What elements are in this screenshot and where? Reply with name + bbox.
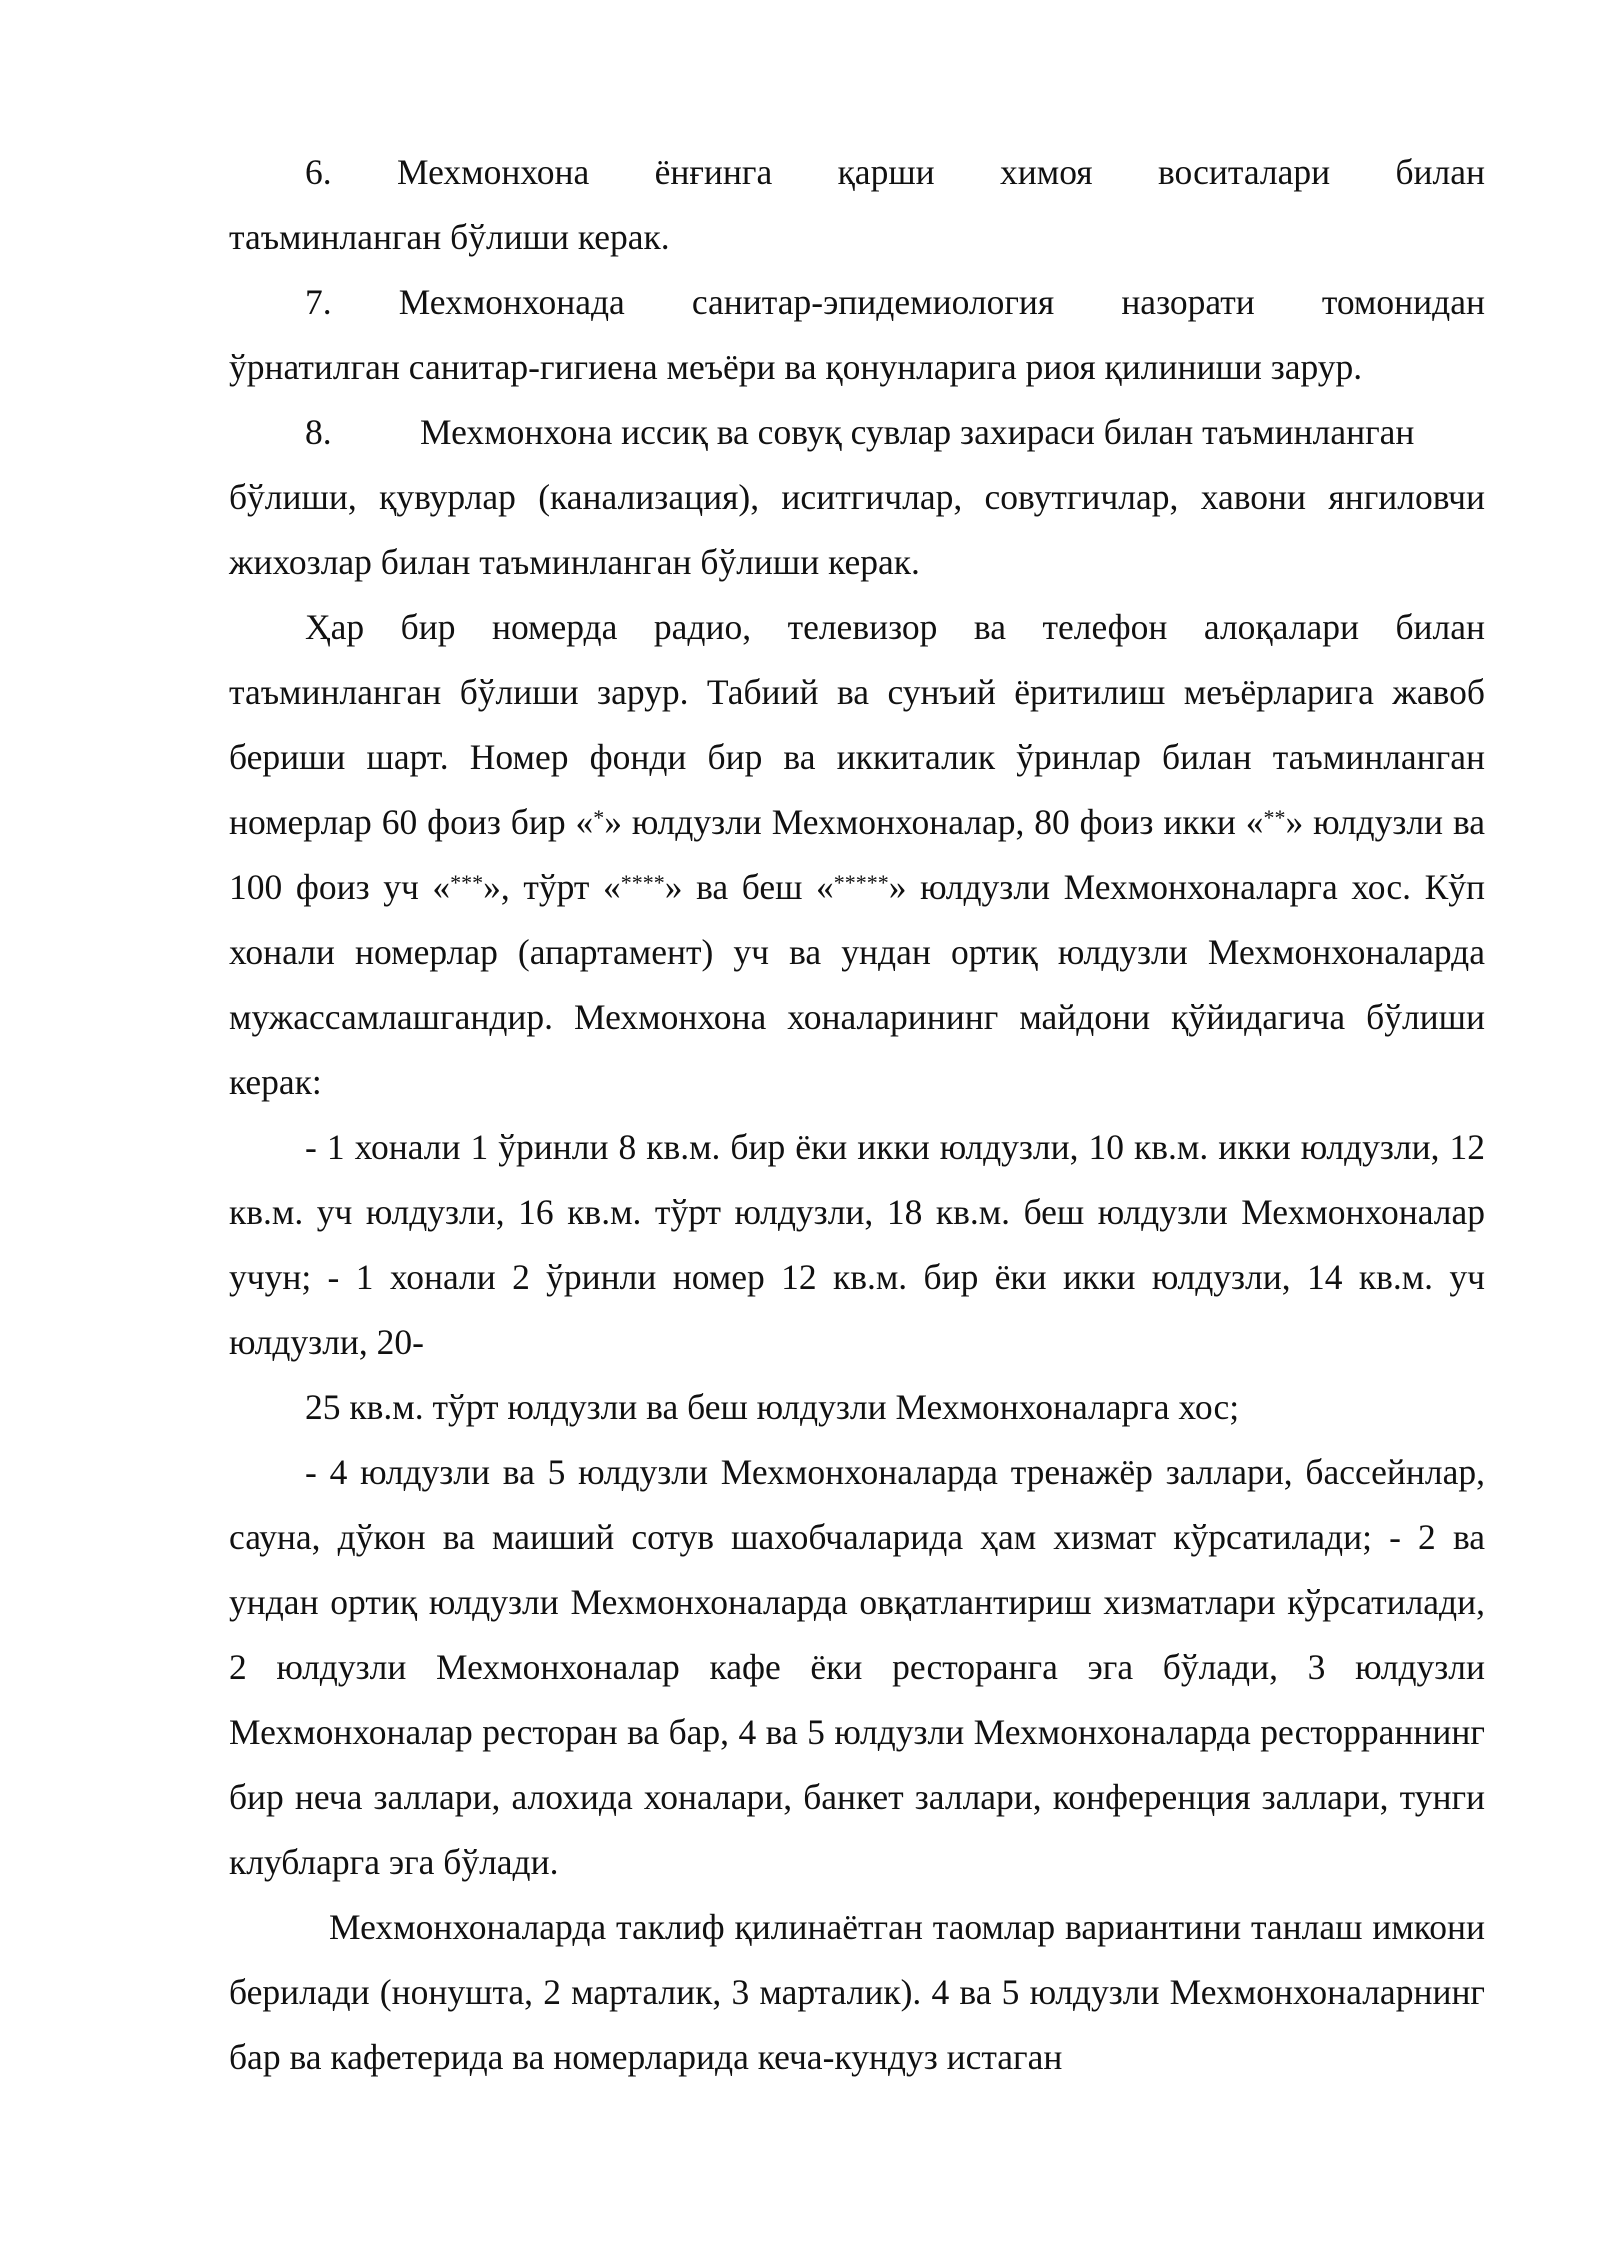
- paragraph-room-area: - 1 хонали 1 ўринли 8 кв.м. бир ёки икки юлдузли, 10 кв.м. икки юлдузли, 12 кв.м. уч юлдузли, 16 кв.м. тўрт юлдузли, 18 кв.м. беш юлдузли Мехмонхоналар учун; - 1 хонали 2 ўринли номер 12 кв.м. бир ёки икки юлдузли, 14 кв.м. уч юлдузли, 20-: [229, 1127, 1485, 1362]
- item-6-continuation: таъминланган бўлиши керак.: [229, 217, 670, 257]
- item-6-word: химоя: [1000, 152, 1093, 192]
- item-8-continuation: бўлиши, қувурлар (канализация), иситгичлар, совутгичлар, хавони янгиловчи жихозлар билан таъминланган бўлиши керак.: [229, 477, 1485, 582]
- item-8-first-text: Мехмонхона иссиқ ва совуқ сувлар захираси билан таъминланган: [420, 412, 1415, 452]
- item-7-first-line: [305, 270, 1485, 335]
- paragraph-room-area-cont: 25 кв.м. тўрт юлдузли ва беш юлдузли Мехмонхоналарга хос;: [305, 1387, 1240, 1427]
- paragraph-room-equipment: Ҳар бир номерда радио, телевизор ва телефон алоқалари билан таъминланган бўлиши зарур. Табиий ва сунъий ёритилиш меъёрларига жавоб бериши шарт. Номер фонди бир ва иккиталик ўринлар билан таъминланган номерлар 60 фоиз бир «*» юлдузли Мехмонхоналар, 80 фоиз икки «**» юлдузли ва 100 фоиз уч «***», тўрт «****» ва беш «*****» юлдузли Мехмонхоналарга хос. Кўп хонали номерлар (апартамент) уч ва ундан ортиқ юлдузли Мехмонхоналарда мужассамлашгандир. Мехмонхона хоналарининг майдони қўйидагича бўлиши керак:: [229, 607, 1486, 1102]
- paragraph-meals: Мехмонхоналарда таклиф қилинаётган таомлар вариантини танлаш имкони берилади (нонушта, 2 марталик, 3 марталик). 4 ва 5 юлдузли Мехмонхоналарнинг бар ва кафетерида ва номерларида кеча-кундуз истаган: [229, 1907, 1485, 2077]
- item-6-number: 6.: [305, 152, 332, 192]
- item-6-word: Мехмонхона: [396, 152, 590, 192]
- item-7-continuation: ўрнатилган санитар-гигиена меъёри ва қонунларига риоя қилиниши зарур.: [229, 347, 1363, 387]
- item-7-number: 7.: [305, 282, 332, 322]
- item-8-number: 8.: [305, 412, 332, 452]
- item-7-word: назорати: [1121, 282, 1255, 322]
- item-6-word: қарши: [837, 152, 935, 192]
- paragraph-services: - 4 юлдузли ва 5 юлдузли Мехмонхоналарда тренажёр заллари, бассейнлар, сауна, дўкон ва маиший сотув шахобчаларида ҳам хизмат кўрсатилади; - 2 ва ундан ортиқ юлдузли Мехмонхоналарда овқатлантириш хизматлари кўрсатилади, 2 юлдузли Мехмонхоналар кафе ёки ресторанга эга бўлади, 3 юлдузли Мехмонхоналар ресторан ва бар, 4 ва 5 юлдузли Мехмонхоналарда ресторраннинг бир неча заллари, алохида хоналари, банкет заллари, конференция заллари, тунги клубларга эга бўлади.: [229, 1452, 1485, 1882]
- item-7-word: томонидан: [1321, 282, 1485, 322]
- star-mark: **: [1263, 805, 1286, 830]
- item-6-word: ёнғинга: [654, 152, 773, 192]
- item-7-word: санитар-эпидемиология: [691, 282, 1055, 322]
- item-6-word: воситалари: [1157, 152, 1331, 192]
- document-page: [229, 140, 1485, 2090]
- item-7-word: Мехмонхонада: [398, 282, 625, 322]
- item-6-word: билан: [1395, 152, 1485, 192]
- item-6-first-line: [305, 140, 1485, 205]
- star-mark: ****: [620, 870, 665, 895]
- star-mark: *: [593, 805, 605, 830]
- item-8-first-line: [305, 400, 1485, 465]
- star-mark: *****: [833, 870, 889, 895]
- star-mark: ***: [450, 870, 484, 895]
